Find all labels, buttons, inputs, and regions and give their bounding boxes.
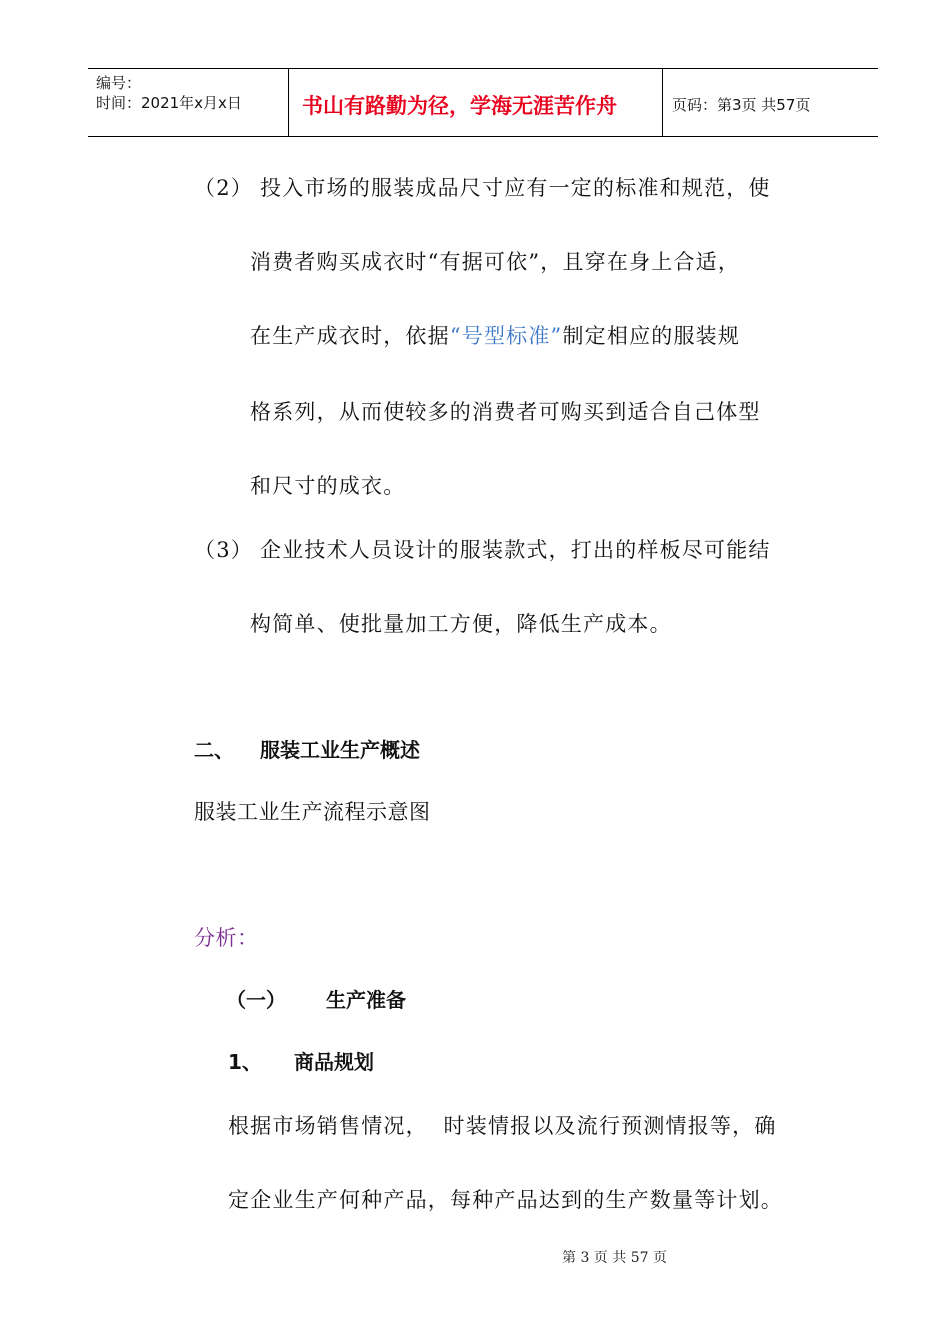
header-divider-left	[288, 68, 289, 136]
header-top-border	[88, 68, 878, 69]
sub1-number: （一）	[226, 988, 286, 1012]
analysis-label: 分析：	[194, 926, 259, 950]
item2-line5: 和尺寸的成衣。	[250, 474, 406, 498]
item2-prefix: （2）	[194, 176, 253, 200]
item2-line3	[250, 320, 740, 350]
item2-line3-start: 在生产成衣时，依据	[250, 324, 450, 348]
header-bottom-border	[88, 136, 878, 137]
diagram-caption: 服装工业生产流程示意图	[194, 800, 431, 824]
sub1-title: 生产准备	[326, 988, 406, 1012]
point1-number: 1、	[228, 1050, 262, 1074]
header-motto: 书山有路勤为径，学海无涯苦作舟	[302, 94, 617, 118]
point1-title: 商品规划	[294, 1050, 374, 1074]
size-standard-link[interactable]: “号型标准”	[449, 324, 563, 348]
item3-line1: 企业技术人员设计的服装款式，打出的样板尽可能结	[260, 538, 771, 562]
para1-line1: 根据市场销售情况， 时装情报以及流行预测情报等，确	[228, 1114, 777, 1138]
item2-line1: 投入市场的服装成品尺寸应有一定的标准和规范，使	[260, 176, 771, 200]
header-divider-right	[662, 68, 663, 136]
item2-line3-end: 制定相应的服装规	[562, 324, 741, 348]
para1-line2: 定企业生产何种产品，每种产品达到的生产数量等计划。	[228, 1188, 783, 1212]
item3-line2: 构简单、使批量加工方便，降低生产成本。	[250, 612, 672, 636]
footer-page-number: 第 3 页 共 57 页	[562, 1250, 667, 1266]
header-time-label: 时间：2021年x月x日	[96, 94, 242, 112]
section2-number: 二、	[194, 738, 234, 762]
item3-prefix: （3）	[194, 538, 253, 562]
item2-line4: 格系列，从而使较多的消费者可购买到适合自己体型	[250, 400, 761, 424]
header-number-label: 编号：	[96, 74, 142, 92]
header-page-label: 页码：第3页 共57页	[672, 96, 811, 114]
item2-line2: 消费者购买成衣时“有据可依”，且穿在身上合适，	[250, 250, 741, 274]
section2-title: 服装工业生产概述	[260, 738, 420, 762]
